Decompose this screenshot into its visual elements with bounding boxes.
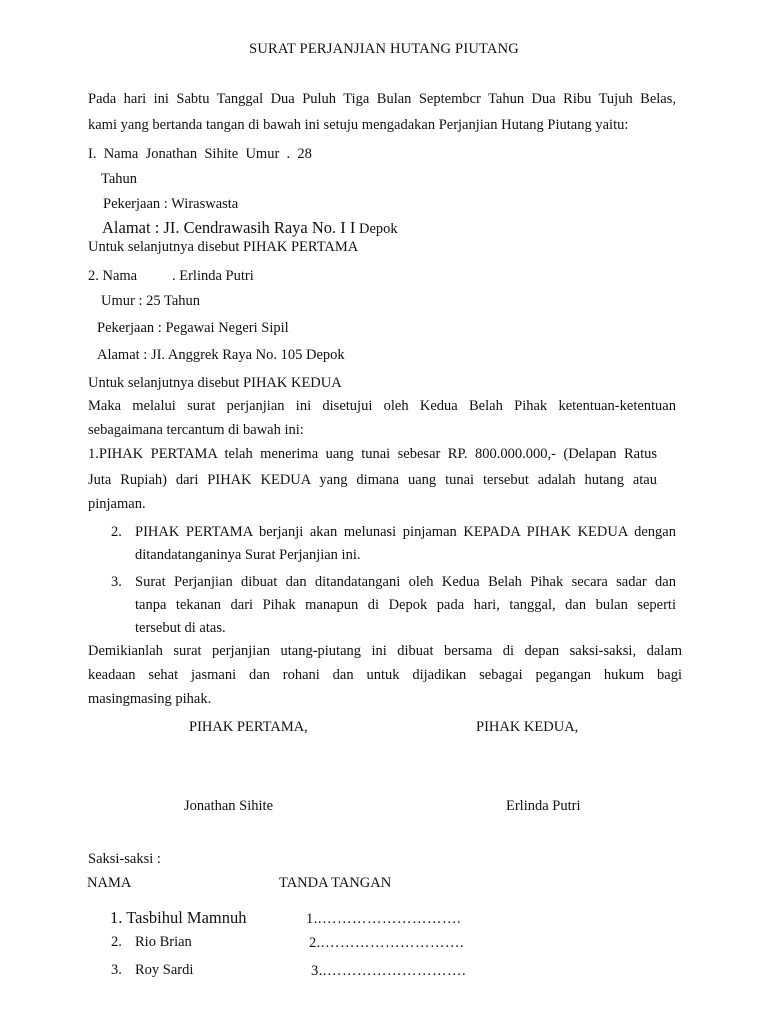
party1-job: Pekerjaan : Wiraswasta [103, 196, 239, 212]
witnesses-heading: Saksi-saksi : [88, 851, 161, 867]
party1-address-main: Alamat : JI. Cendrawasih Raya No. I I [102, 218, 356, 237]
intro-line-2: kami yang bertanda tangan di bawah ini setuju mengadakan Perjanjian Hutang Piutang yaitu: [88, 117, 629, 133]
party2-name-value: . Erlinda Putri [172, 268, 254, 284]
party2-address: Alamat : JI. Anggrek Raya No. 105 Depok [97, 347, 345, 363]
witness-signature-line: 3..………………………. [311, 963, 467, 979]
clause-2-line-1: PIHAK PERTAMA berjanji akan melunasi pinjaman KEPADA PIHAK KEDUA dengan [135, 524, 676, 540]
closing-line-2: keadaan sehat jasmani dan rohani dan untuk dijadikan sebagai pegangan hukum bagi [88, 667, 682, 683]
clause-1-line-1: 1.PIHAK PERTAMA telah menerima uang tunai sebesar RP. 800.000.000,- (Delapan Ratus [88, 446, 657, 462]
party1-designation: Untuk selanjutnya disebut PIHAK PERTAMA [88, 239, 359, 255]
agreement-line-2: sebagaimana tercantum di bawah ini: [88, 422, 304, 438]
witness-signature-line: 1..………………………. [306, 911, 462, 927]
party1-address-city: Depok [359, 221, 398, 237]
intro-line-1: Pada hari ini Sabtu Tanggal Dua Puluh Tiga Bulan Septembcr Tahun Dua Ribu Tujuh Belas, [88, 91, 676, 107]
witness-number: 2. [111, 934, 122, 950]
witness-number: 3. [111, 962, 122, 978]
witness-name: Rio Brian [135, 934, 192, 950]
party2-name-label: 2. Nama [88, 268, 138, 284]
closing-line-3: masingmasing pihak. [88, 691, 212, 707]
document-title: SURAT PERJANJIAN HUTANG PIUTANG [249, 41, 519, 57]
party1-age-unit: Tahun [101, 171, 138, 187]
witness-signature-line: 2..………………………. [309, 935, 465, 951]
clause-1-line-2: Juta Rupiah) dari PIHAK KEDUA yang dimana uang tunai tersebut adalah hutang atau [88, 472, 657, 488]
party1-name-line: I. Nama Jonathan Sihite Umur . 28 [88, 146, 312, 162]
clause-3-line-3: tersebut di atas. [135, 620, 226, 636]
witness-name: Roy Sardi [135, 962, 194, 978]
clause-2-line-2: ditandatanganinya Surat Perjanjian ini. [135, 547, 361, 563]
party2-job: Pekerjaan : Pegawai Negeri Sipil [97, 320, 289, 336]
clause-3-line-2: tanpa tekanan dari Pihak manapun di Depok pada hari, tanggal, dan bulan seperti [135, 597, 676, 613]
signature-left-title: PIHAK PERTAMA, [189, 719, 308, 735]
witness-number: 1 [110, 908, 119, 927]
clause-2-number: 2. [111, 524, 122, 540]
clause-3-number: 3. [111, 574, 122, 590]
clause-1-line-3: pinjaman. [88, 496, 146, 512]
signature-left-name: Jonathan Sihite [184, 798, 274, 814]
witness-row [110, 909, 247, 928]
signature-right-title: PIHAK KEDUA, [476, 719, 579, 735]
clause-3-line-1: Surat Perjanjian dibuat dan ditandatangani oleh Kedua Belah Pihak secara sadar dan [135, 574, 676, 590]
witness-name: . Tasbihul Mamnuh [118, 908, 247, 927]
witnesses-column-name: NAMA [87, 875, 132, 891]
closing-line-1: Demikianlah surat perjanjian utang-piutang ini dibuat bersama di depan saksi-saksi, dalam [88, 643, 682, 659]
party2-age: Umur : 25 Tahun [101, 293, 201, 309]
party2-designation: Untuk selanjutnya disebut PIHAK KEDUA [88, 375, 342, 391]
party1-address [102, 219, 398, 238]
agreement-line-1: Maka melalui surat perjanjian ini disetujui oleh Kedua Belah Pihak ketentuan-ketentuan [88, 398, 676, 414]
witnesses-column-sign: TANDA TANGAN [279, 875, 392, 891]
signature-right-name: Erlinda Putri [506, 798, 581, 814]
